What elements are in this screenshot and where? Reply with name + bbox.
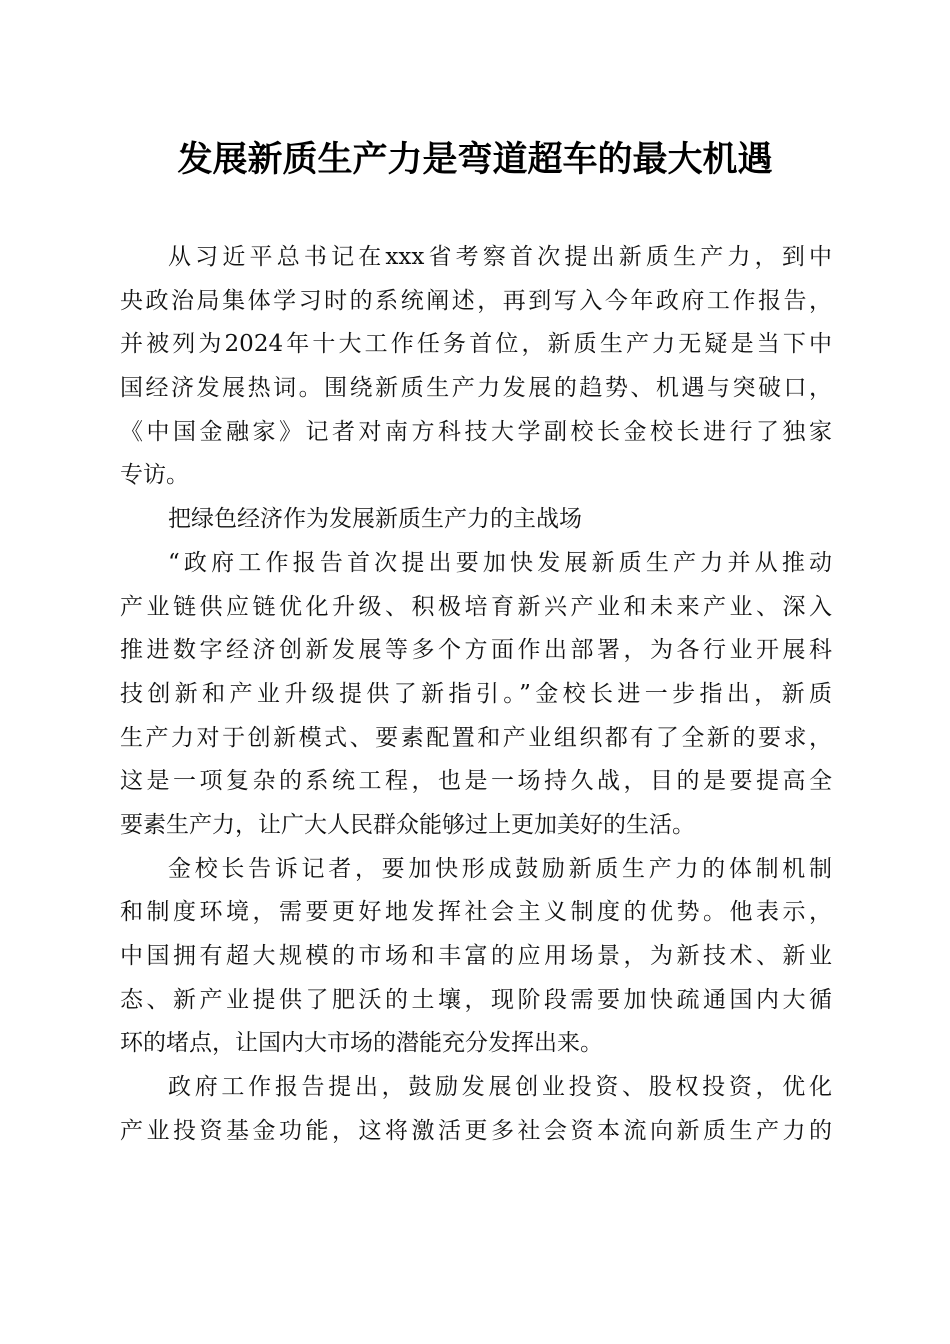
text-line: 环的堵点，让国内大市场的潜能充分发挥出来。 bbox=[120, 1030, 603, 1057]
text-line: 中国拥有超大规模的市场和丰富的应用场景，为新技术、新业 bbox=[120, 943, 832, 969]
text-line: 央政治局集体学习时的系统阐述，再到写入今年政府工作报告， bbox=[120, 287, 832, 314]
text-line: 产业链供应链优化升级、积极培育新兴产业和未来产业、深入 bbox=[120, 593, 832, 620]
text-line: 政府工作报告提出，鼓励发展创业投资、股权投资，优化 bbox=[168, 1074, 832, 1101]
document-body bbox=[120, 236, 832, 1153]
text-line: 产业投资基金功能，这将激活更多社会资本流向新质生产力的 bbox=[120, 1117, 832, 1144]
document-title: 发展新质生产力是弯道超车的最大机遇 bbox=[177, 139, 773, 180]
paragraph-institutions bbox=[120, 848, 832, 1066]
paragraph-investment bbox=[120, 1066, 832, 1153]
text-line: 推进数字经济创新发展等多个方面作出部署，为各行业开展科 bbox=[120, 637, 832, 664]
text-line: 从习近平总书记在xxx省考察首次提出新质生产力，到中 bbox=[168, 244, 832, 270]
text-line: 技创新和产业升级提供了新指引。”金校长进一步指出，新质 bbox=[120, 680, 832, 707]
text-line: 要素生产力，让广大人民群众能够过上更加美好的生活。 bbox=[120, 811, 695, 838]
text-line: 并被列为2024年十大工作任务首位，新质生产力无疑是当下中 bbox=[120, 331, 832, 358]
text-line: 金校长告诉记者，要加快形成鼓励新质生产力的体制机制 bbox=[168, 855, 832, 882]
text-line: 和制度环境，需要更好地发挥社会主义制度的优势。他表示， bbox=[120, 899, 832, 926]
text-line: 专访。 bbox=[120, 462, 189, 489]
text-line: 态、新产业提供了肥沃的土壤，现阶段需要加快疏通国内大循 bbox=[120, 986, 832, 1013]
text-line: 这是一项复杂的系统工程，也是一场持久战，目的是要提高全 bbox=[120, 768, 832, 795]
text-line: 国经济发展热词。围绕新质生产力发展的趋势、机遇与突破口， bbox=[120, 375, 832, 402]
text-line: “政府工作报告首次提出要加快发展新质生产力并从推动 bbox=[168, 549, 832, 576]
text-line: 《中国金融家》记者对南方科技大学副校长金校长进行了独家 bbox=[120, 418, 832, 445]
paragraph-quote bbox=[120, 542, 832, 848]
section-heading bbox=[120, 498, 832, 542]
section-heading-text: 把绿色经济作为发展新质生产力的主战场 bbox=[168, 506, 582, 533]
text-line: 生产力对于创新模式、要素配置和产业组织都有了全新的要求， bbox=[120, 724, 832, 751]
paragraph-intro bbox=[120, 236, 832, 498]
